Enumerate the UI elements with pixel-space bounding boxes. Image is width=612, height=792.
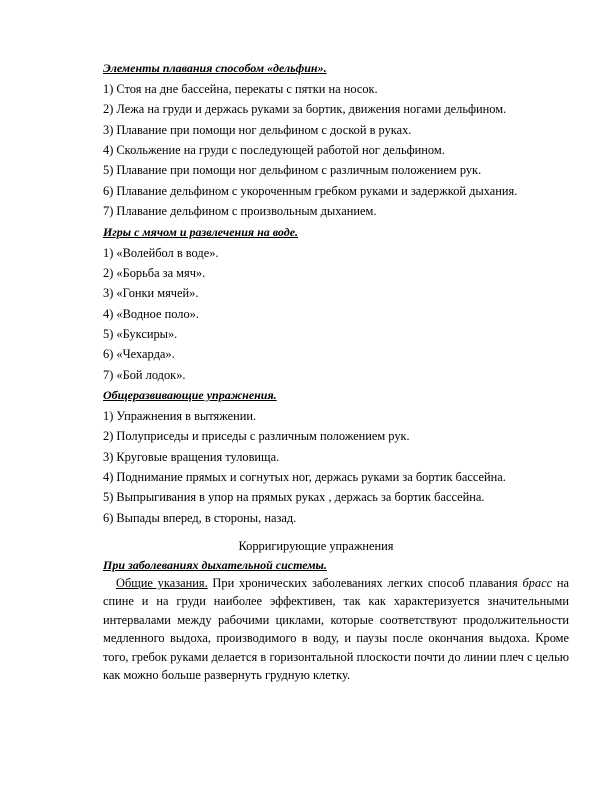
list-item: 1) «Волейбол в воде». (103, 246, 219, 260)
paragraph-text-before: При хронических заболеваниях легких способ плавания (207, 576, 523, 590)
section-title-general: Общеразвивающие упражнения. (103, 388, 277, 402)
list-item: 5) «Буксиры». (103, 327, 178, 341)
list-item: 4) Скольжение на груди с последующей работой ног дельфином. (103, 143, 445, 157)
corrective-subheading: При заболеваниях дыхательной системы. (103, 558, 327, 572)
paragraph-emphasis: брасс (522, 576, 553, 590)
list-item: 3) Плавание при помощи ног дельфином с доской в руках. (103, 123, 412, 137)
corrective-heading: Корригирующие упражнения (238, 539, 394, 553)
paragraph-lead: Общие указания. (116, 576, 208, 590)
section-title-games: Игры с мячом и развлечения на воде. (103, 225, 299, 239)
list-item: 6) «Чехарда». (103, 347, 175, 361)
corrective-paragraph (103, 574, 569, 684)
list-item: 7) Плавание дельфином с произвольным дыханием. (103, 204, 377, 218)
list-item: 3) Круговые вращения туловища. (103, 450, 280, 464)
list-item: 1) Стоя на дне бассейна, перекаты с пятки на носок. (103, 82, 378, 96)
list-item: 2) Полуприседы и приседы с различным положением рук. (103, 429, 410, 443)
list-item: 4) «Водное поло». (103, 307, 199, 321)
list-item: 1) Упражнения в вытяжении. (103, 409, 257, 423)
section-title-dolphin: Элементы плавания способом «дельфин». (103, 61, 327, 75)
list-item: 2) «Борьба за мяч». (103, 266, 206, 280)
list-item: 6) Выпады вперед, в стороны, назад. (103, 511, 297, 525)
list-item: 5) Выпрыгивания в упор на прямых руках , держась за бортик бассейна. (103, 490, 485, 504)
list-item: 6) Плавание дельфином с укороченным гребком руками и задержкой дыхания. (103, 184, 518, 198)
list-item: 7) «Бой лодок». (103, 368, 186, 382)
paragraph-text-after: на спине и на груди наиболее эффективен, так как характеризуется значительными интервалами между рабочими циклами, которые соответствуют продолжительности медленного выдоха, производимого в воду, и паузы после окончания выдоха. Кроме того, гребок руками делается в горизонтальной плоскости почти до линии плеч с целью как можно больше развернуть грудную клетку. (103, 576, 569, 683)
list-item: 3) «Гонки мячей». (103, 286, 199, 300)
list-item: 2) Лежа на груди и держась руками за бортик, движения ногами дельфином. (103, 102, 507, 116)
list-item: 5) Плавание при помощи ног дельфином с различным положением рук. (103, 163, 482, 177)
list-item: 4) Поднимание прямых и согнутых ног, держась руками за бортик бассейна. (103, 470, 506, 484)
